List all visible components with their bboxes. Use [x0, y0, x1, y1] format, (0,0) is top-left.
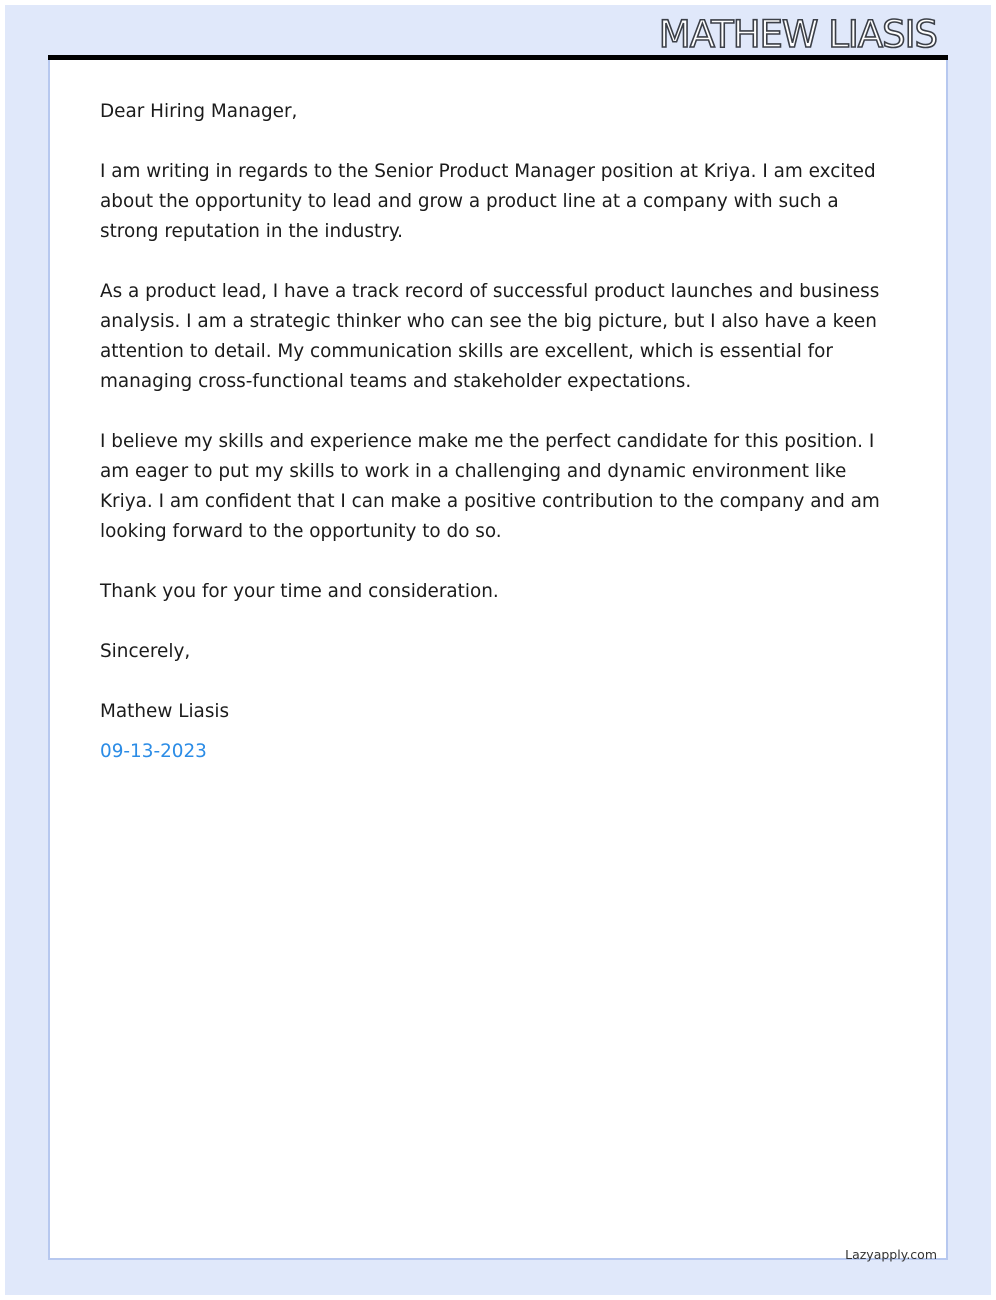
signature-name: Mathew Liasis [100, 701, 230, 722]
paragraph-1: I am writing in regards to the Senior Product Manager position at Kriya. I am excited about the opportunity to lead and grow a product line at a company with such a strong reputation in the industry. [100, 161, 876, 242]
paragraph-2: As a product lead, I have a track record of successful product launches and business analysis. I am a strategic thinker who can see the big picture, but I also have a keen attention to detail. My communication skills are excellent, which is essential for managing cross-functional teams and stakeholder expectations. [100, 281, 880, 392]
letter-date: 09-13-2023 [100, 741, 207, 762]
salutation: Dear Hiring Manager, [100, 101, 298, 122]
closing: Sincerely, [100, 641, 191, 662]
header-name: MATHEW LIASIS [658, 13, 937, 56]
paragraph-3: I believe my skills and experience make me the perfect candidate for this position. I am eager to put my skills to work in a challenging and dynamic environment like Kriya. I am confident that I can make a positive contribution to the company and am looking forward to the opportunity to do so. [100, 431, 880, 542]
thanks-line: Thank you for your time and consideration. [100, 581, 499, 602]
footer-brand: Lazyapply.com [845, 1247, 937, 1262]
letter-body [100, 97, 900, 767]
